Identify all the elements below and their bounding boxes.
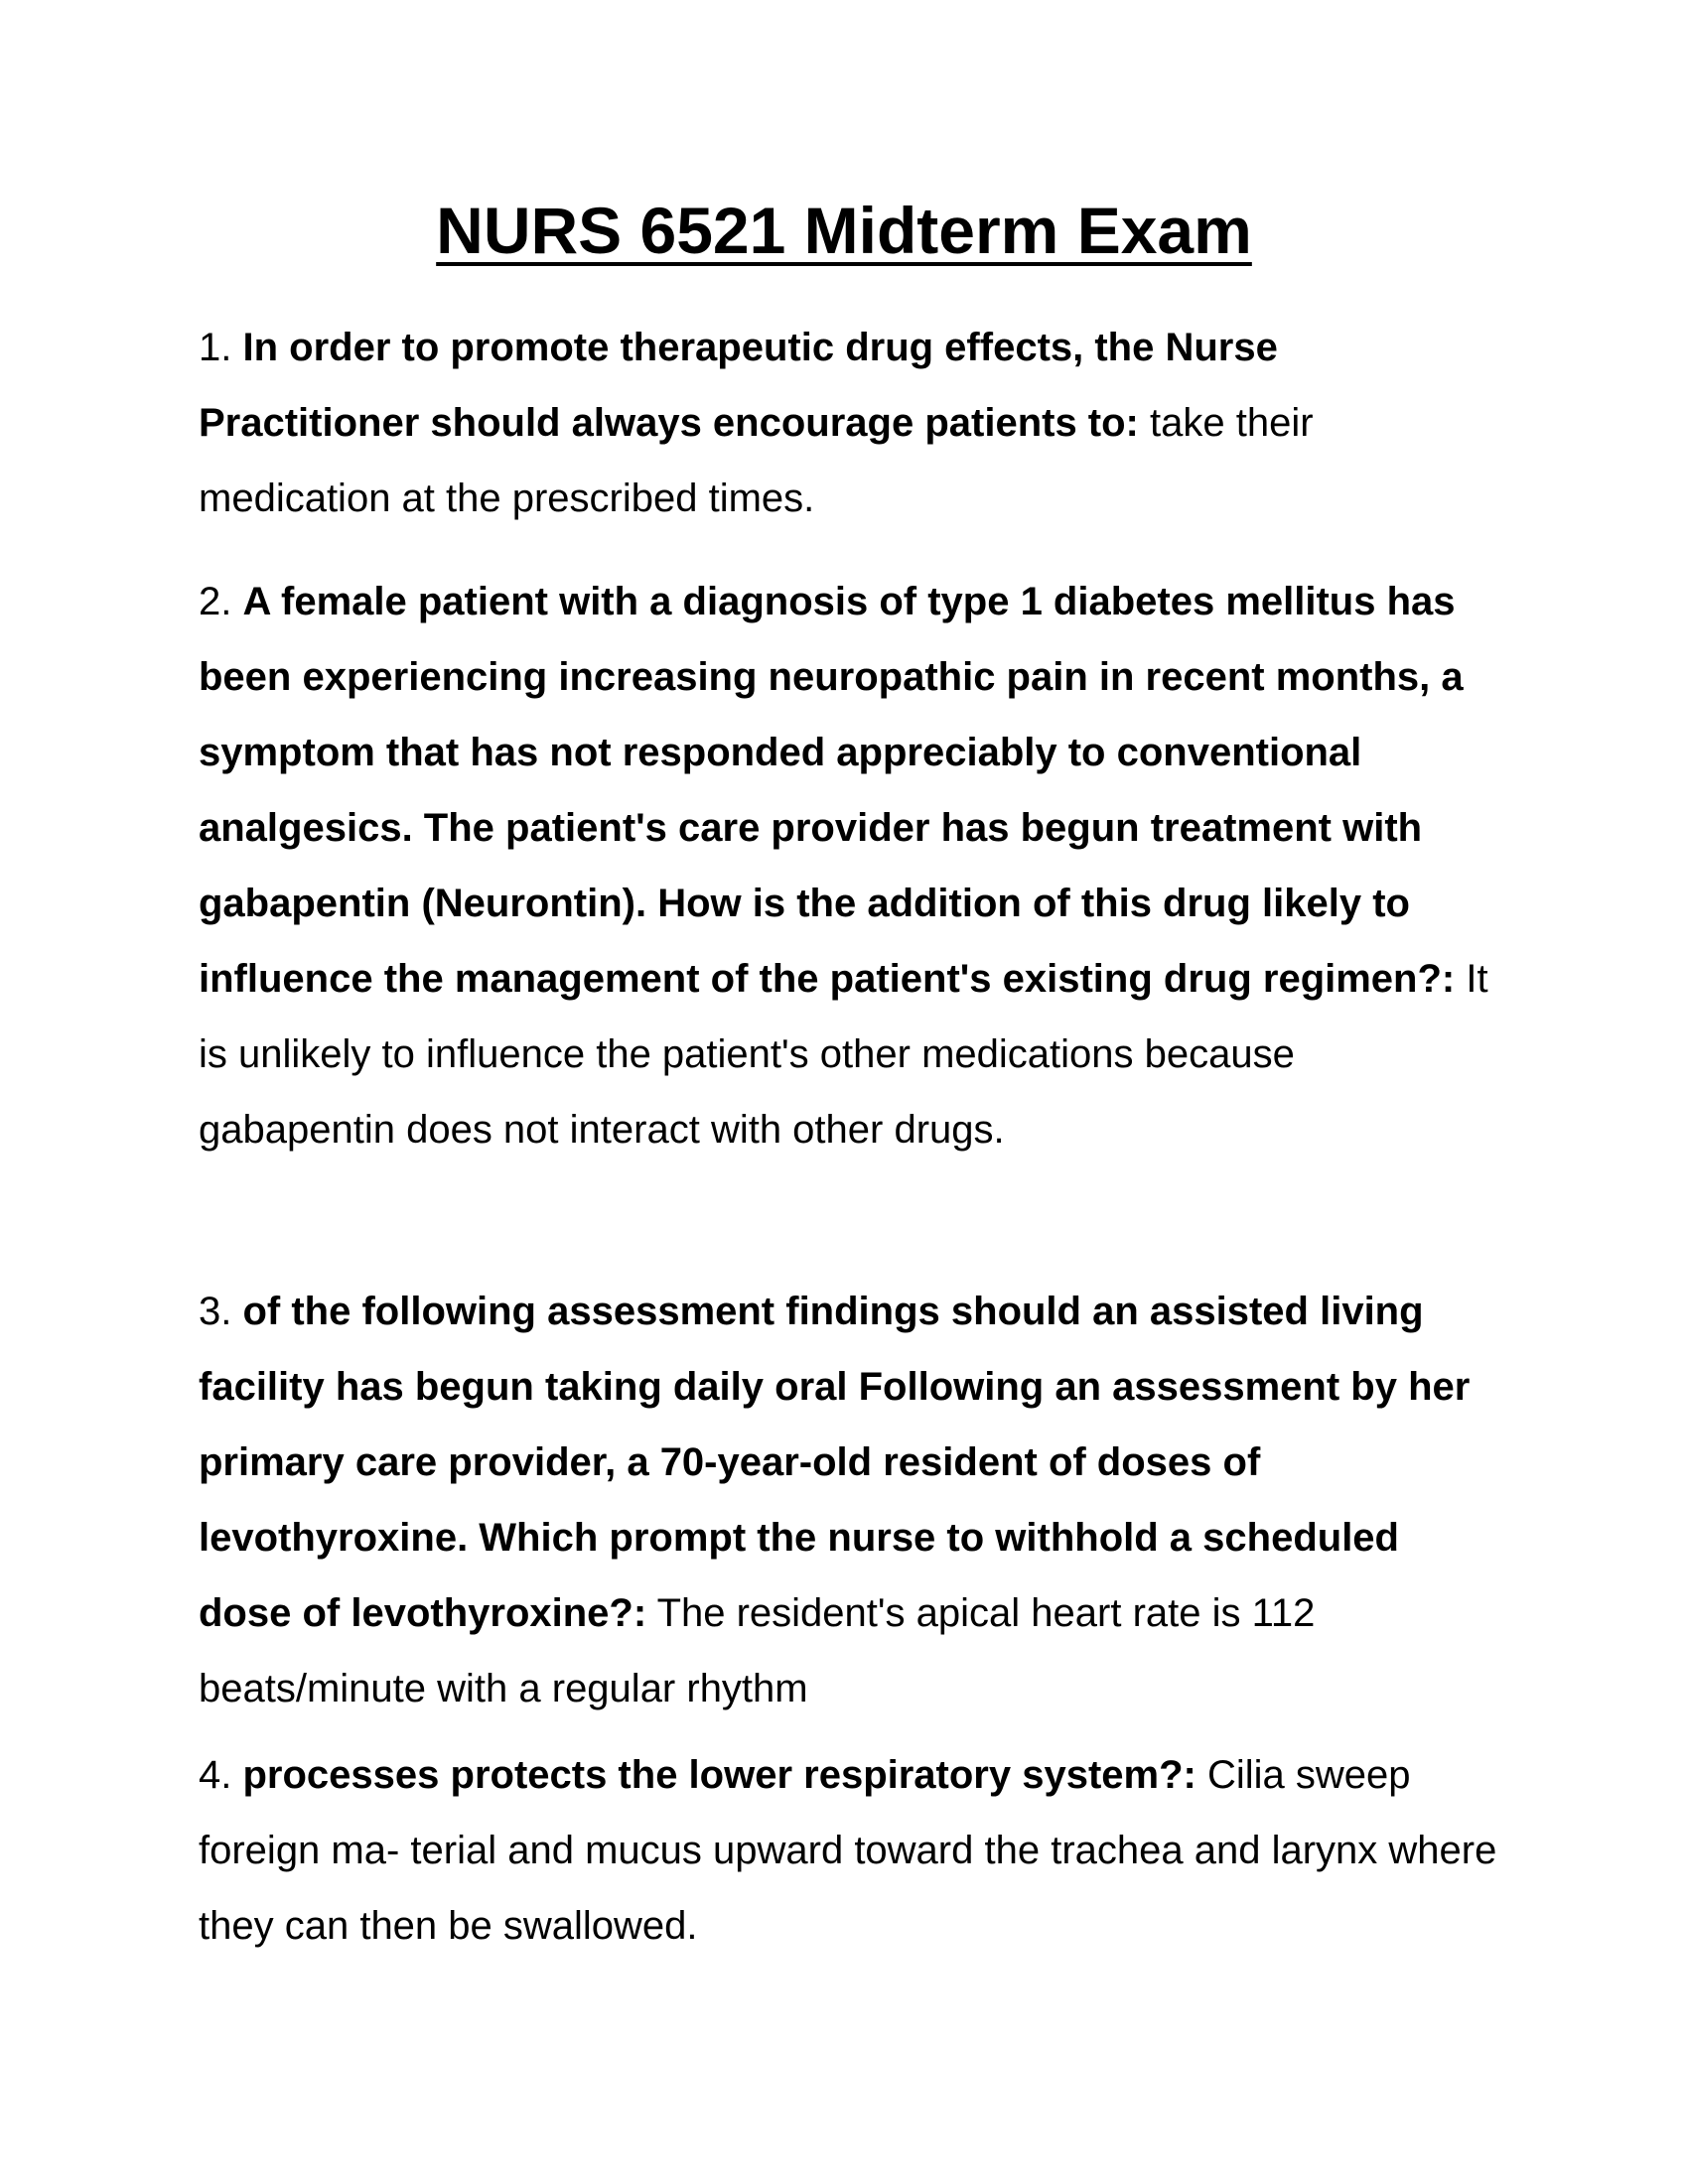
question-number: 4. (199, 1753, 232, 1797)
question-2 (199, 564, 1499, 1167)
page-title (0, 195, 1688, 267)
question-prompt: A female patient with a diagnosis of type 1 diabetes mellitus has been experiencing increasing neuropathic pain in recent months, a symptom that has not responded appreciably to conventional analgesics. The patient's care provider has begun treatment with gabapentin (Neurontin). How is the addition of this drug likely to influence the management of the patient's existing drug regimen?: (199, 580, 1464, 1001)
question-prompt: of the following assessment findings should an assisted living facility has begun taking daily oral Following an assessment by her primary care provider, a 70-year-old resident of doses of levothyroxine. Which prompt the nurse to withhold a scheduled dose of levothyroxine?: (199, 1290, 1471, 1635)
question-prompt: In order to promote therapeutic drug effects, the Nurse Practitioner should always encourage patients to: (199, 326, 1278, 445)
question-3 (199, 1274, 1499, 1726)
question-answer: It is unlikely to influence the patient's other medications because gabapentin does not interact with other drugs. (199, 957, 1488, 1152)
question-4 (199, 1737, 1499, 1964)
question-1 (199, 310, 1499, 536)
question-answer: Cilia sweep foreign ma- terial and mucus upward toward the trachea and larynx where they can then be swallowed. (199, 1753, 1497, 1948)
question-number: 2. (199, 580, 232, 623)
question-answer: The resident's apical heart rate is 112 beats/minute with a regular rhythm (199, 1591, 1316, 1710)
question-number: 3. (199, 1290, 232, 1333)
question-answer: take their medication at the prescribed times. (199, 401, 1314, 520)
page-title-text: NURS 6521 Midterm Exam (436, 194, 1252, 267)
question-prompt: processes protects the lower respiratory system?: (242, 1753, 1196, 1797)
question-number: 1. (199, 326, 232, 369)
